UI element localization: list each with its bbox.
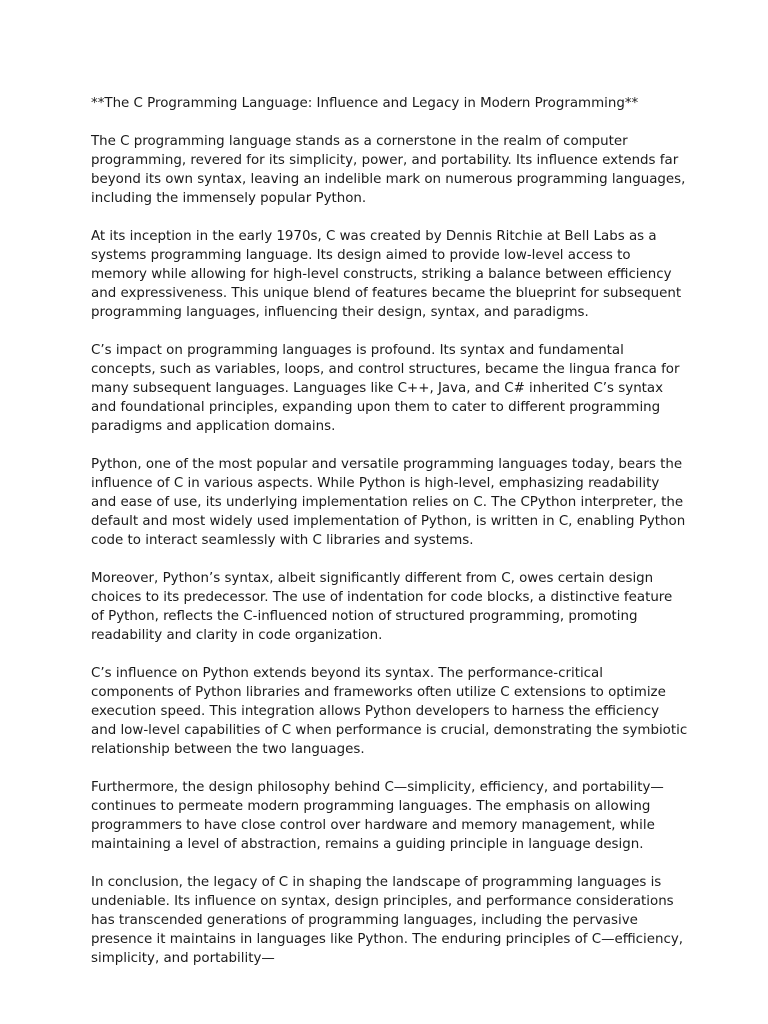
paragraph-python-syntax: Moreover, Python’s syntax, albeit significantly different from C, owes certain design choices to its predecessor. The use of indentation for code blocks, a distinctive feature of Python, reflects the C-influenced notion of structured programming, promoting readability and clarity in code organization.	[91, 571, 673, 643]
paragraph-origins: At its inception in the early 1970s, C was created by Dennis Ritchie at Bell Labs as a systems programming language. Its design aimed to provide low-level access to memory while allowing for high-level constructs, striking a balance between efficiency and expressiveness. This unique blend of features became the blueprint for subsequent programming languages, influencing their design, syntax, and paradigms.	[91, 229, 682, 320]
paragraph-conclusion: In conclusion, the legacy of C in shaping the landscape of programming languages is undeniable. Its influence on syntax, design principles, and performance considerations has transcended generations of programming languages, including the pervasive presence it maintains in languages like Python. The enduring principles of C—efficiency, simplicity, and portability—	[91, 875, 684, 966]
document-title: **The C Programming Language: Influence and Legacy in Modern Programming**	[91, 96, 639, 111]
paragraph-intro: The C programming language stands as a cornerstone in the realm of computer programming, revered for its simplicity, power, and portability. Its influence extends far beyond its own syntax, leaving an indelible mark on numerous programming languages, including the immensely popular Python.	[91, 134, 686, 206]
paragraph-impact: C’s impact on programming languages is profound. Its syntax and fundamental concepts, such as variables, loops, and control structures, became the lingua franca for many subsequent languages. Languages like C++, Java, and C# inherited C’s syntax and foundational principles, expanding upon them to cater to different programming paradigms and application domains.	[91, 343, 680, 434]
paragraph-python-implementation: Python, one of the most popular and versatile programming languages today, bears the influence of C in various aspects. While Python is high-level, emphasizing readability and ease of use, its underlying implementation relies on C. The CPython interpreter, the default and most widely used implementation of Python, is written in C, enabling Python code to interact seamlessly with C libraries and systems.	[91, 457, 686, 548]
paragraph-design-philosophy: Furthermore, the design philosophy behind C—simplicity, efficiency, and portability—continues to permeate modern programming languages. The emphasis on allowing programmers to have close control over hardware and memory management, while maintaining a level of abstraction, remains a guiding principle in language design.	[91, 780, 664, 852]
paragraph-c-extensions: C’s influence on Python extends beyond its syntax. The performance-critical components of Python libraries and frameworks often utilize C extensions to optimize execution speed. This integration allows Python developers to harness the efficiency and low-level capabilities of C when performance is crucial, demonstrating the symbiotic relationship between the two languages.	[91, 666, 688, 757]
